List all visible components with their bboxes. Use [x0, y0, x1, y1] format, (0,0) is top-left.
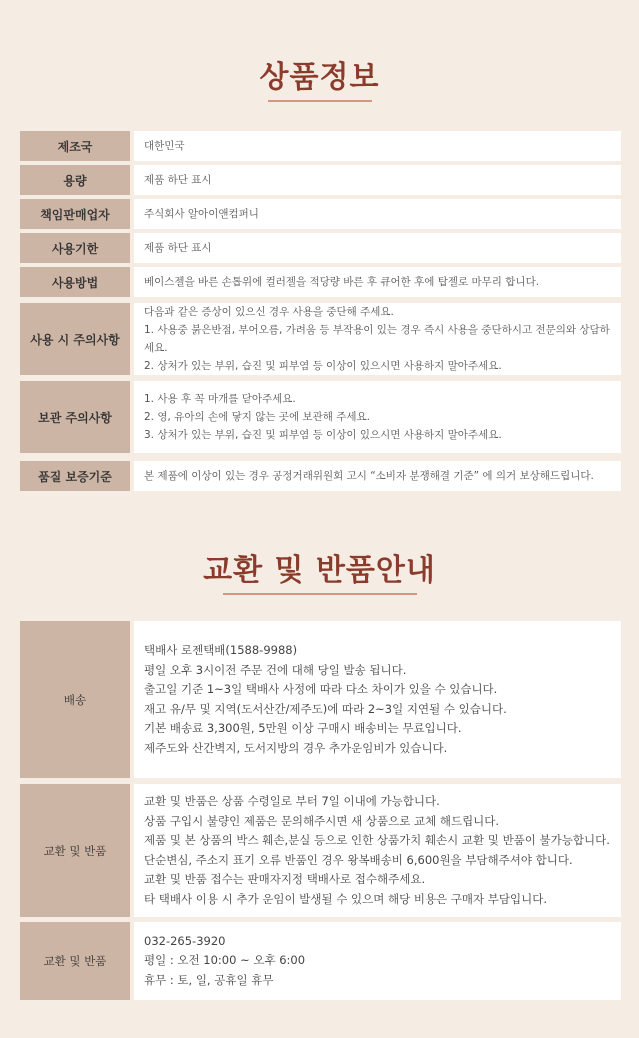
value-line: 3. 상처가 있는 부위, 습진 및 피부염 등 이상이 있으시면 사용하지 말아주세요. [144, 429, 502, 441]
row-value [134, 199, 621, 229]
title-underline [268, 100, 372, 102]
row-label: 배송 [20, 621, 130, 778]
value-line: 교환 및 반품 접수는 판매자지정 택배사로 접수해주세요. [144, 872, 426, 886]
product-info-title-text: 상품정보 [259, 60, 380, 95]
value-line: 기본 배송료 3,300원, 5만원 이상 구매시 배송비는 무료입니다. [144, 721, 462, 735]
value-line: 타 택배사 이용 시 추가 운임이 발생될 수 있으며 해당 비용은 구매자 부담입니다. [144, 891, 548, 906]
value-line: 단순변심, 주소지 표기 오류 반품인 경우 왕복배송비 6,600원을 부담해주셔야 합니다. [144, 852, 573, 867]
value-line: 베이스젤을 바른 손톱위에 컬러젤을 적당량 바른 후 큐어한 후에 탑젤로 마무리 합니다. [144, 276, 540, 288]
row-value [134, 303, 621, 375]
row-value [134, 165, 621, 195]
row-label: 보관 주의사항 [20, 381, 130, 453]
value-line: 평일 : 오전 10:00 ~ 오후 6:00 [144, 953, 306, 968]
value-line: 1. 사용중 붉은반점, 부어오름, 가려움 등 부작용이 있는 경우 즉시 사용을 중단하시고 전문의와 상담하세요. [144, 324, 610, 354]
value-line: 제품 하단 표시 [144, 242, 212, 254]
row-value [134, 922, 621, 1000]
value-line: 평일 오후 3시이전 주문 건에 대해 당일 발송 됩니다. [144, 662, 407, 677]
value-line: 출고일 기준 1~3일 택배사 사정에 따라 다소 차이가 있을 수 있습니다. [144, 682, 498, 696]
row-value [134, 381, 621, 453]
table-row [20, 381, 621, 453]
value-line: 다음과 같은 증상이 있으신 경우 사용을 중단해 주세요. [144, 306, 394, 318]
exchange-info-table [20, 621, 621, 1000]
value-line: 택배사 로젠택배(1588-9988) [144, 643, 298, 657]
value-line: 교환 및 반품은 상품 수령일로 부터 7일 이내에 가능합니다. [144, 794, 440, 808]
value-line: 032-265-3920 [144, 933, 226, 948]
value-line: 제품 하단 표시 [144, 174, 212, 186]
row-value [134, 131, 621, 161]
table-row [20, 621, 621, 778]
table-row [20, 233, 621, 263]
row-value [134, 784, 621, 917]
product-info-table [20, 131, 621, 491]
table-row [20, 303, 621, 375]
row-value [134, 233, 621, 263]
row-value [134, 267, 621, 297]
value-line: 상품 구입시 불량인 제품은 문의해주시면 새 상품으로 교체 해드립니다. [144, 813, 500, 828]
exchange-info-title-text: 교환 및 반품안내 [203, 553, 436, 588]
row-label: 사용방법 [20, 267, 130, 297]
value-line: 제품 및 본 상품의 박스 훼손,분실 등으로 인한 상품가치 훼손시 교환 및 반품이 불가능합니다. [144, 833, 610, 847]
title-underline [223, 593, 417, 595]
row-label: 교환 및 반품 [20, 784, 130, 917]
row-label: 제조국 [20, 131, 130, 161]
row-label: 사용기한 [20, 233, 130, 263]
value-line: 2. 영, 유아의 손에 닿지 않는 곳에 보관해 주세요. [144, 411, 370, 423]
row-label: 용량 [20, 165, 130, 195]
value-line: 휴무 : 토, 일, 공휴일 휴무 [144, 972, 274, 987]
row-label: 교환 및 반품 [20, 922, 130, 1000]
table-row [20, 784, 621, 917]
row-label: 책임판매업자 [20, 199, 130, 229]
table-row [20, 267, 621, 297]
product-info-title [0, 52, 639, 102]
table-row [20, 199, 621, 229]
value-line: 본 제품에 이상이 있는 경우 공정거래위원회 고시 “소비자 분쟁해결 기준” 에 의거 보상해드립니다. [144, 470, 594, 482]
row-value [134, 621, 621, 778]
value-line: 주식회사 알아이앤컴퍼니 [144, 208, 259, 220]
value-line: 재고 유/무 및 지역(도서산간/제주도)에 따라 2~3일 지연될 수 있습니다. [144, 701, 507, 716]
table-row [20, 131, 621, 161]
row-label: 품질 보증기준 [20, 461, 130, 491]
table-row [20, 165, 621, 195]
value-line: 대한민국 [144, 140, 185, 152]
value-line: 제주도와 산간벽지, 도서지방의 경우 추가운임비가 있습니다. [144, 740, 448, 755]
exchange-info-title [0, 545, 639, 595]
row-value [134, 461, 621, 491]
value-line: 1. 사용 후 꼭 마개를 닫아주세요. [144, 393, 296, 405]
table-row [20, 461, 621, 491]
table-row [20, 922, 621, 1000]
value-line: 2. 상처가 있는 부위, 습진 및 피부염 등 이상이 있으시면 사용하지 말아주세요. [144, 360, 502, 372]
row-label: 사용 시 주의사항 [20, 303, 130, 375]
